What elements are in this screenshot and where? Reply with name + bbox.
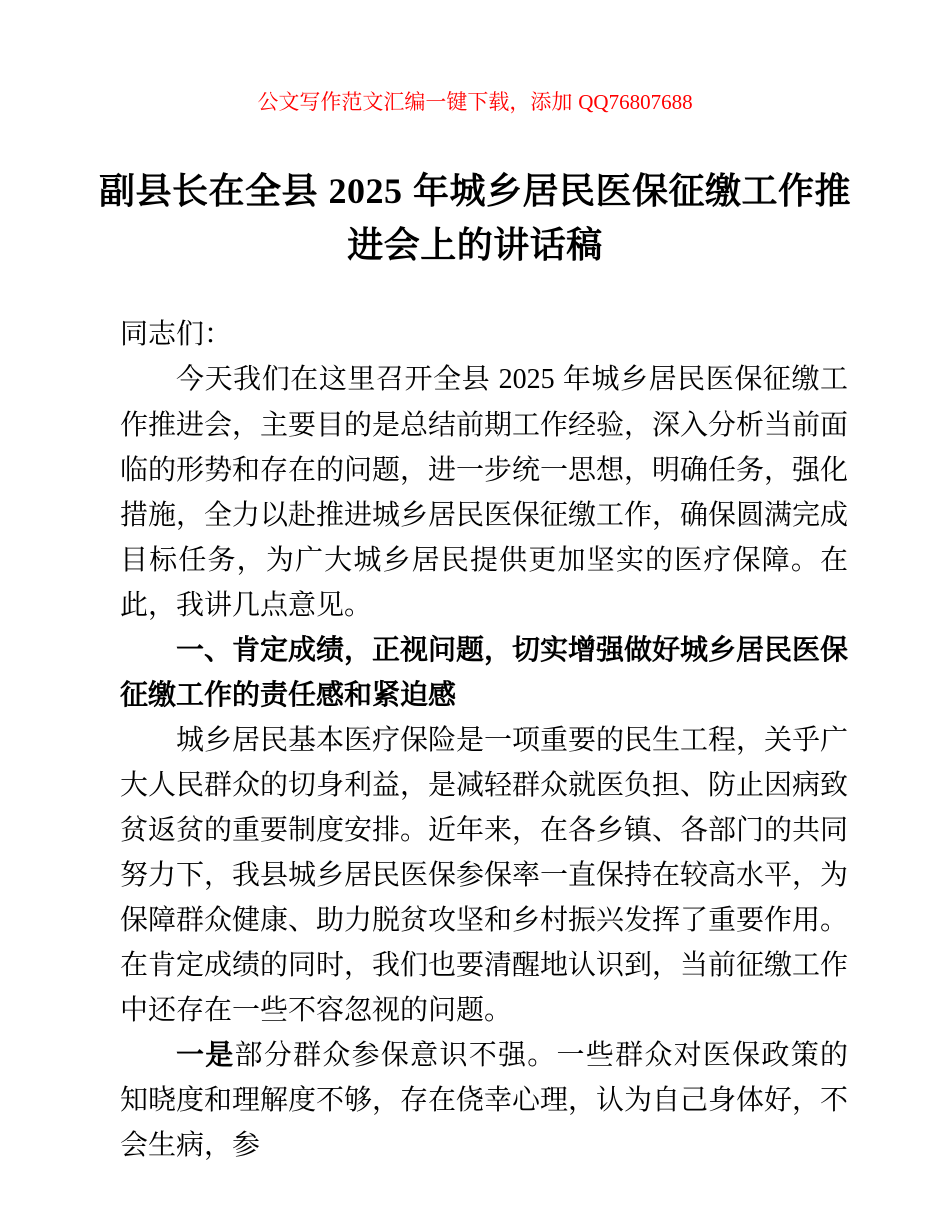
paragraph: 一是部分群众参保意识不强。一些群众对医保政策的知晓度和理解度不够，存在侥幸心理，认为自己身体好，不会生病，参 xyxy=(120,1039,849,1160)
salutation: 同志们： xyxy=(120,318,233,349)
paragraph: 一、肯定成绩，正视问题，切实增强做好城乡居民医保征缴工作的责任感和紧迫感 xyxy=(120,634,849,710)
paragraphs xyxy=(120,356,848,1167)
document-title: 副县长在全县 2025 年城乡居民医保征缴工作推进会上的讲话稿 xyxy=(98,170,852,265)
document-body xyxy=(120,311,848,1167)
paragraph: 今天我们在这里召开全县 2025 年城乡居民医保征缴工作推进会，主要目的是总结前期工作经验，深入分析当前面临的形势和存在的问题，进一步统一思想，明确任务，强化措施，全力以赴推进城乡居民医保征缴工作，确保圆满完成目标任务，为广大城乡居民提供更加坚实的医疗保障。在此，我讲几点意见。 xyxy=(120,363,849,620)
header-notice: 公文写作范文汇编一键下载，添加 QQ76807688 xyxy=(257,90,693,114)
paragraph: 城乡居民基本医疗保险是一项重要的民生工程，关乎广大人民群众的切身利益，是减轻群众就医负担、防止因病致贫返贫的重要制度安排。近年来，在各乡镇、各部门的共同努力下，我县城乡居民医保参保率一直保持在较高水平，为保障群众健康、助力脱贫攻坚和乡村振兴发挥了重要作用。在肯定成绩的同时，我们也要清醒地认识到，当前征缴工作中还存在一些不容忽视的问题。 xyxy=(120,724,849,1025)
